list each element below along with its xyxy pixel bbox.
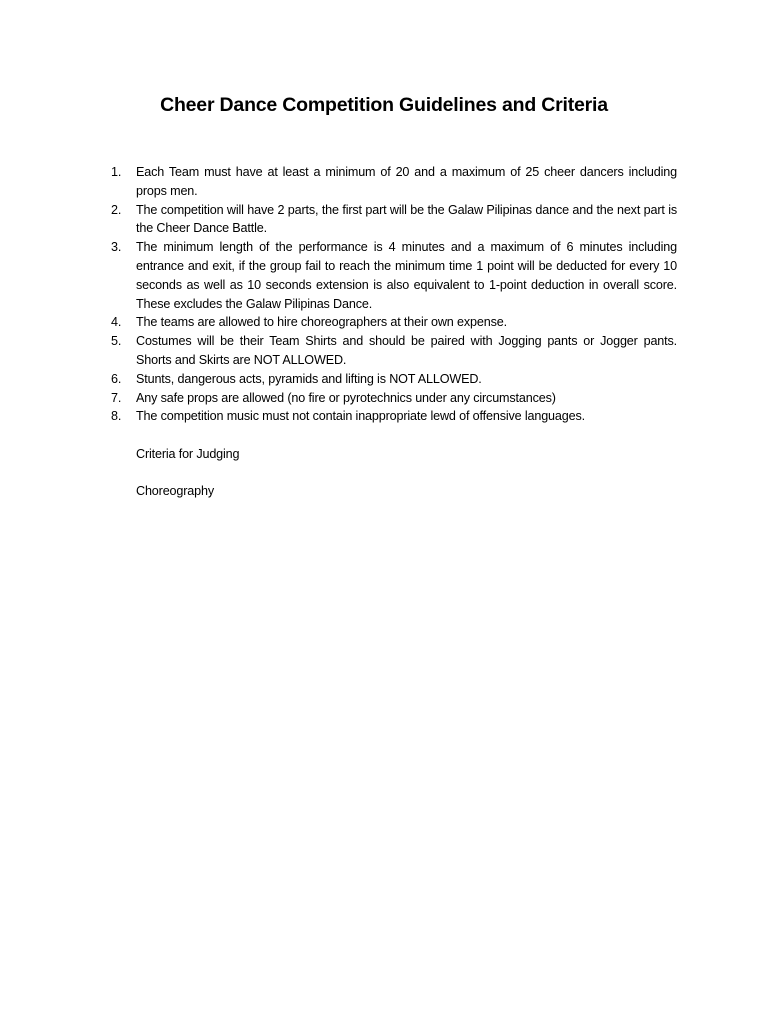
guideline-item xyxy=(108,370,677,389)
guideline-item xyxy=(108,238,677,313)
guideline-text: Each Team must have at least a minimum of 20 and a maximum of 25 cheer dancers including props men. xyxy=(136,165,677,198)
guideline-text: The competition music must not contain inappropriate lewd of offensive languages. xyxy=(136,409,585,424)
guideline-text: Any safe props are allowed (no fire or pyrotechnics under any circumstances) xyxy=(136,390,556,405)
guideline-item xyxy=(108,407,677,426)
guideline-text: The minimum length of the performance is 4 minutes and a maximum of 6 minutes including entrance and exit, if the group fail to reach the minimum time 1 point will be deducted for every 10 seconds as well as 10 seconds extension is also equivalent to 1-point deduction in overall score. These excludes the Galaw Pilipinas Dance. xyxy=(136,240,677,311)
criteria-item: Choreography xyxy=(136,484,215,498)
guideline-number: 5. xyxy=(111,334,122,349)
guideline-number: 6. xyxy=(111,371,122,386)
guideline-number: 1. xyxy=(111,165,122,179)
guideline-item xyxy=(108,389,677,408)
guideline-number: 2. xyxy=(111,202,122,217)
guideline-text: Costumes will be their Team Shirts and should be paired with Jogging pants or Jogger pants. Shorts and Skirts are NOT ALLOWED. xyxy=(136,334,677,367)
guideline-text: Stunts, dangerous acts, pyramids and lifting is NOT ALLOWED. xyxy=(136,371,482,386)
guideline-number: 3. xyxy=(111,240,122,255)
guideline-number: 8. xyxy=(111,409,122,424)
guideline-number: 4. xyxy=(111,315,122,330)
guideline-text: The competition will have 2 parts, the first part will be the Galaw Pilipinas dance and the next part is the Cheer Dance Battle. xyxy=(136,202,677,236)
guideline-item xyxy=(108,332,677,370)
guidelines-list xyxy=(108,163,677,426)
criteria-heading: Criteria for Judging xyxy=(136,447,240,461)
guideline-text: The teams are allowed to hire choreographers at their own expense. xyxy=(136,315,507,330)
guideline-item xyxy=(108,163,677,201)
guideline-item xyxy=(108,201,677,239)
document-title: Cheer Dance Competition Guidelines and Criteria xyxy=(160,94,608,116)
guideline-number: 7. xyxy=(111,390,122,405)
guideline-item xyxy=(108,313,677,332)
